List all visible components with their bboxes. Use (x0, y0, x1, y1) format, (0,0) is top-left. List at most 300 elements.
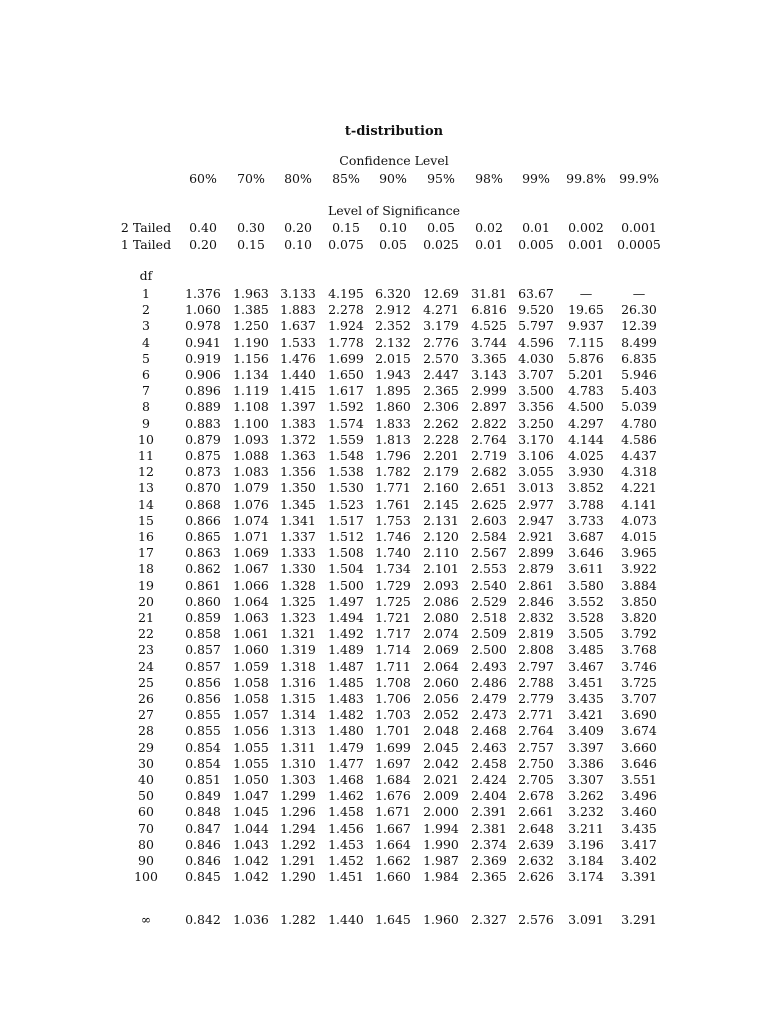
df-value: 40 (138, 772, 154, 787)
critical-value: — (632, 286, 646, 301)
critical-value: 1.057 (233, 707, 269, 723)
two-tailed-alpha: 0.15 (332, 220, 360, 235)
critical-value: 3.965 (621, 545, 657, 561)
critical-value: 1.697 (375, 755, 411, 771)
critical-value: 2.509 (471, 626, 507, 642)
critical-value: 0.848 (185, 804, 221, 820)
critical-value: 3.884 (621, 577, 657, 593)
critical-value: 0.851 (185, 772, 221, 787)
critical-value: 2.120 (423, 529, 459, 544)
df-value: 13 (138, 480, 154, 496)
critical-value: 2.493 (471, 658, 507, 674)
critical-value: 2.632 (518, 853, 554, 868)
critical-value: 3.356 (518, 399, 554, 415)
critical-value: 0.868 (185, 496, 221, 512)
critical-value: 2.771 (518, 707, 554, 723)
critical-value: 2.518 (471, 610, 507, 625)
critical-value: 63.67 (518, 286, 554, 301)
critical-value: 3.746 (621, 658, 657, 674)
critical-value: 1.717 (375, 626, 411, 642)
critical-value: 0.854 (185, 755, 221, 771)
critical-value: 0.855 (185, 723, 221, 739)
critical-value: 3.211 (568, 820, 604, 836)
critical-value: 3.170 (518, 431, 554, 447)
df-value: 6 (142, 367, 150, 382)
critical-value: 1.699 (375, 739, 411, 755)
critical-value: 1.060 (233, 642, 269, 658)
df-value: 25 (138, 674, 154, 690)
critical-value: 3.250 (518, 415, 554, 431)
confidence-level-header: 98% (475, 171, 503, 186)
critical-value: 5.946 (621, 367, 657, 382)
critical-value: 3.307 (568, 772, 604, 787)
critical-value: 3.552 (568, 593, 604, 609)
critical-value: 3.485 (568, 642, 604, 658)
critical-value: 2.779 (518, 691, 554, 706)
critical-value: 6.320 (375, 286, 411, 301)
critical-value: 2.797 (518, 658, 554, 674)
critical-value: 4.221 (621, 480, 657, 496)
critical-value: 3.707 (621, 691, 657, 706)
critical-value: 1.376 (185, 286, 221, 301)
critical-value: 1.833 (375, 415, 411, 431)
critical-value: 3.409 (568, 723, 604, 739)
df-value: 8 (142, 399, 150, 415)
critical-value: 2.365 (423, 383, 459, 399)
critical-value-infinity: 3.091 (568, 912, 604, 927)
critical-value: 1.290 (280, 869, 316, 885)
df-value: 21 (138, 610, 154, 625)
df-value: 26 (138, 691, 154, 706)
critical-value: 1.296 (280, 804, 316, 820)
critical-value: 1.592 (328, 399, 364, 415)
critical-value: 2.719 (471, 448, 507, 463)
confidence-level-header: 60% (189, 171, 217, 186)
critical-value: 1.943 (375, 367, 411, 382)
df-value: 29 (138, 739, 154, 755)
critical-value: 3.922 (621, 561, 657, 577)
critical-value: 3.435 (621, 820, 657, 836)
critical-value: 1.796 (375, 448, 411, 463)
critical-value: 1.895 (375, 383, 411, 399)
critical-value: 1.664 (375, 836, 411, 852)
critical-value: 2.603 (471, 512, 507, 528)
critical-value: 1.383 (280, 415, 316, 431)
critical-value: 1.489 (328, 642, 364, 658)
critical-value: 5.876 (568, 350, 604, 366)
critical-value: 1.323 (280, 610, 316, 625)
critical-value: 4.030 (518, 350, 554, 366)
critical-value: 1.328 (280, 577, 316, 593)
critical-value: 3.262 (568, 788, 604, 804)
critical-value: 2.404 (471, 788, 507, 804)
critical-value: 2.764 (518, 723, 554, 739)
two-tailed-alpha: 0.20 (284, 220, 312, 235)
confidence-level-header: 95% (427, 171, 455, 186)
critical-value: 3.528 (568, 610, 604, 625)
critical-value: 2.468 (471, 723, 507, 739)
one-tailed-alpha: 0.0005 (617, 237, 661, 252)
df-value: 16 (138, 529, 154, 544)
critical-value: 3.106 (518, 448, 554, 463)
critical-value: 2.042 (423, 755, 459, 771)
critical-value: 2.553 (471, 561, 507, 577)
critical-value: 1.617 (328, 383, 364, 399)
df-value: 30 (138, 755, 154, 771)
two-tailed-alpha: 0.02 (475, 220, 503, 235)
critical-value: 1.074 (233, 512, 269, 528)
critical-value: 1.156 (233, 350, 269, 366)
critical-value: 3.417 (621, 836, 657, 852)
critical-value: 2.458 (471, 755, 507, 771)
critical-value: 1.924 (328, 318, 364, 334)
critical-value: 0.857 (185, 658, 221, 674)
critical-value: 2.052 (423, 707, 459, 723)
critical-value: 2.822 (471, 415, 507, 431)
critical-value: 1.462 (328, 788, 364, 804)
critical-value: 1.063 (233, 610, 269, 625)
critical-value: 1.458 (328, 804, 364, 820)
critical-value: 1.341 (280, 512, 316, 528)
critical-value: 1.485 (328, 674, 364, 690)
confidence-level-header: 80% (284, 171, 312, 186)
critical-value: 1.069 (233, 545, 269, 561)
critical-value: 3.580 (568, 577, 604, 593)
critical-value: 1.066 (233, 577, 269, 593)
critical-value: 3.460 (621, 804, 657, 820)
critical-value: 4.586 (621, 431, 657, 447)
critical-value: 0.859 (185, 610, 221, 625)
critical-value: 2.365 (471, 869, 507, 885)
one-tailed-alpha: 0.15 (237, 237, 265, 252)
critical-value: 1.734 (375, 561, 411, 577)
critical-value: 1.729 (375, 577, 411, 593)
critical-value: 3.386 (568, 755, 604, 771)
critical-value: 2.093 (423, 577, 459, 593)
critical-value: 2.682 (471, 464, 507, 480)
critical-value: 2.808 (518, 642, 554, 658)
critical-value: 3.820 (621, 610, 657, 625)
critical-value: 2.463 (471, 739, 507, 755)
critical-value: 2.015 (375, 350, 411, 366)
critical-value: 1.043 (233, 836, 269, 852)
critical-value: 0.865 (185, 529, 221, 544)
critical-value: 3.646 (621, 755, 657, 771)
critical-value: 2.110 (423, 545, 459, 561)
critical-value: 1.778 (328, 334, 364, 350)
critical-value: 3.707 (518, 367, 554, 382)
critical-value: 1.397 (280, 399, 316, 415)
critical-value: 1.318 (280, 658, 316, 674)
critical-value: 1.667 (375, 820, 411, 836)
critical-value: 1.314 (280, 707, 316, 723)
critical-value: 0.866 (185, 512, 221, 528)
page-title: t-distribution (344, 124, 444, 139)
critical-value: 3.744 (471, 334, 507, 350)
critical-value: 4.144 (568, 431, 604, 447)
critical-value-infinity: 0.842 (185, 912, 221, 927)
critical-value: 2.381 (471, 820, 507, 836)
critical-value: 0.856 (185, 691, 221, 706)
critical-value: 3.174 (568, 869, 604, 885)
critical-value: 0.863 (185, 545, 221, 561)
critical-value: 0.847 (185, 820, 221, 836)
critical-value: 1.315 (280, 691, 316, 706)
critical-value: 0.896 (185, 383, 221, 399)
critical-value: 4.141 (621, 496, 657, 512)
critical-value: 1.321 (280, 626, 316, 642)
critical-value: 2.626 (518, 869, 554, 885)
critical-value: 2.661 (518, 804, 554, 820)
critical-value: 3.055 (518, 464, 554, 480)
critical-value: 1.083 (233, 464, 269, 480)
critical-value: 1.456 (328, 820, 364, 836)
df-value: 12 (138, 464, 154, 480)
one-tailed-alpha: 0.001 (568, 237, 604, 252)
critical-value: 0.873 (185, 464, 221, 480)
critical-value: 1.452 (328, 853, 364, 868)
critical-value: 2.009 (423, 788, 459, 804)
df-value: 11 (138, 448, 154, 463)
critical-value: 1.963 (233, 286, 269, 301)
critical-value: 0.849 (185, 788, 221, 804)
critical-value: 1.337 (280, 529, 316, 544)
critical-value: 0.883 (185, 415, 221, 431)
critical-value: 1.482 (328, 707, 364, 723)
critical-value: 5.039 (621, 399, 657, 415)
critical-value: 4.271 (423, 302, 459, 318)
critical-value: 1.045 (233, 804, 269, 820)
critical-value: 4.525 (471, 318, 507, 334)
critical-value: 3.391 (621, 869, 657, 885)
critical-value: 2.479 (471, 691, 507, 706)
one-tailed-alpha: 0.025 (423, 237, 459, 252)
critical-value: 1.303 (280, 772, 316, 787)
df-value: 7 (142, 383, 150, 399)
critical-value: 3.196 (568, 836, 604, 852)
critical-value: 1.684 (375, 772, 411, 787)
critical-value: 0.855 (185, 707, 221, 723)
critical-value: 2.500 (471, 642, 507, 658)
critical-value: 3.733 (568, 512, 604, 528)
critical-value: 1.574 (328, 415, 364, 431)
critical-value: 5.403 (621, 383, 657, 399)
critical-value: 3.143 (471, 367, 507, 382)
critical-value: 2.570 (423, 350, 459, 366)
critical-value: — (579, 286, 593, 301)
critical-value: 1.987 (423, 853, 459, 868)
critical-value: 3.505 (568, 626, 604, 642)
one-tailed-alpha: 0.01 (475, 237, 503, 252)
critical-value: 0.854 (185, 739, 221, 755)
critical-value: 0.862 (185, 561, 221, 577)
one-tailed-alpha: 0.20 (189, 237, 217, 252)
critical-value: 0.845 (185, 869, 221, 885)
critical-value: 3.184 (568, 853, 604, 868)
confidence-level-header: 70% (237, 171, 265, 186)
critical-value: 2.424 (471, 772, 507, 787)
critical-value: 9.520 (518, 302, 554, 318)
critical-value: 2.048 (423, 723, 459, 739)
critical-value: 2.584 (471, 529, 507, 544)
critical-value: 1.385 (233, 302, 269, 318)
critical-value: 2.947 (518, 512, 554, 528)
critical-value: 3.133 (280, 286, 316, 301)
critical-value: 2.832 (518, 610, 554, 625)
critical-value: 7.115 (568, 334, 604, 350)
critical-value: 4.437 (621, 448, 657, 463)
critical-value: 1.860 (375, 399, 411, 415)
critical-value: 2.861 (518, 577, 554, 593)
critical-value: 9.937 (568, 318, 604, 334)
critical-value: 1.325 (280, 593, 316, 609)
critical-value: 2.846 (518, 593, 554, 609)
critical-value: 2.625 (471, 496, 507, 512)
critical-value: 1.523 (328, 496, 364, 512)
critical-value: 2.179 (423, 464, 459, 480)
critical-value: 1.711 (375, 658, 411, 674)
critical-value: 1.372 (280, 431, 316, 447)
critical-value: 1.494 (328, 610, 364, 625)
critical-value: 1.479 (328, 739, 364, 755)
df-value: 18 (138, 561, 154, 577)
critical-value: 1.671 (375, 804, 411, 820)
critical-value: 1.883 (280, 302, 316, 318)
critical-value: 4.318 (621, 464, 657, 480)
critical-value: 1.480 (328, 723, 364, 739)
critical-value: 4.025 (568, 448, 604, 463)
critical-value: 1.708 (375, 674, 411, 690)
critical-value: 3.232 (568, 804, 604, 820)
critical-value: 2.540 (471, 577, 507, 593)
critical-value: 1.319 (280, 642, 316, 658)
df-value: 3 (142, 318, 150, 334)
critical-value: 3.725 (621, 674, 657, 690)
one-tailed-alpha: 0.005 (518, 237, 554, 252)
critical-value: 1.055 (233, 755, 269, 771)
df-value: 100 (134, 869, 158, 885)
critical-value: 1.650 (328, 367, 364, 382)
df-value: 1 (142, 286, 150, 301)
df-value: 90 (138, 853, 154, 868)
critical-value: 1.771 (375, 480, 411, 496)
critical-value: 1.725 (375, 593, 411, 609)
significance-level-caption: Level of Significance (327, 203, 461, 218)
critical-value: 1.044 (233, 820, 269, 836)
critical-value: 2.132 (375, 334, 411, 350)
critical-value: 1.530 (328, 480, 364, 496)
critical-value: 5.797 (518, 318, 554, 334)
critical-value: 0.846 (185, 853, 221, 868)
critical-value: 3.850 (621, 593, 657, 609)
critical-value: 1.350 (280, 480, 316, 496)
critical-value: 1.477 (328, 755, 364, 771)
df-value: 28 (138, 723, 154, 739)
critical-value: 1.415 (280, 383, 316, 399)
critical-value: 3.930 (568, 464, 604, 480)
confidence-level-header: 99% (522, 171, 550, 186)
critical-value: 1.984 (423, 869, 459, 885)
critical-value: 2.369 (471, 853, 507, 868)
critical-value: 2.080 (423, 610, 459, 625)
critical-value: 2.391 (471, 804, 507, 820)
critical-value: 1.637 (280, 318, 316, 334)
critical-value: 1.076 (233, 496, 269, 512)
critical-value: 3.852 (568, 480, 604, 496)
critical-value: 2.352 (375, 318, 411, 334)
critical-value: 1.483 (328, 691, 364, 706)
two-tailed-alpha: 0.002 (568, 220, 604, 235)
two-tailed-label: 2 Tailed (120, 220, 172, 235)
critical-value-infinity: 1.282 (280, 912, 316, 927)
critical-value: 0.875 (185, 448, 221, 463)
critical-value: 2.648 (518, 820, 554, 836)
critical-value: 2.021 (423, 772, 459, 787)
critical-value: 3.674 (621, 723, 657, 739)
two-tailed-alpha: 0.10 (379, 220, 407, 235)
critical-value: 2.788 (518, 674, 554, 690)
critical-value: 3.660 (621, 739, 657, 755)
critical-value: 1.660 (375, 869, 411, 885)
critical-value: 1.548 (328, 448, 364, 463)
critical-value: 3.551 (621, 772, 657, 787)
critical-value: 1.740 (375, 545, 411, 561)
critical-value: 2.651 (471, 480, 507, 496)
critical-value: 2.819 (518, 626, 554, 642)
critical-value: 1.067 (233, 561, 269, 577)
critical-value: 2.912 (375, 302, 411, 318)
critical-value: 2.228 (423, 431, 459, 447)
critical-value: 1.050 (233, 772, 269, 787)
critical-value: 1.994 (423, 820, 459, 836)
critical-value: 2.764 (471, 431, 507, 447)
critical-value: 3.611 (568, 561, 604, 577)
critical-value: 4.596 (518, 334, 554, 350)
two-tailed-alpha: 0.01 (522, 220, 550, 235)
critical-value: 1.311 (280, 739, 316, 755)
df-value: 19 (138, 577, 154, 593)
critical-value: 1.706 (375, 691, 411, 706)
df-value: 17 (138, 545, 154, 561)
critical-value: 2.045 (423, 739, 459, 755)
two-tailed-alpha: 0.30 (237, 220, 265, 235)
critical-value: 2.899 (518, 545, 554, 561)
critical-value: 1.058 (233, 691, 269, 706)
critical-value: 1.119 (233, 383, 269, 399)
critical-value: 1.316 (280, 674, 316, 690)
critical-value: 26.30 (621, 302, 657, 318)
critical-value: 1.055 (233, 739, 269, 755)
critical-value: 2.000 (423, 804, 459, 820)
critical-value: 12.69 (423, 286, 459, 301)
critical-value: 1.753 (375, 512, 411, 528)
critical-value: 1.088 (233, 448, 269, 463)
critical-value: 1.056 (233, 723, 269, 739)
critical-value: 6.835 (621, 350, 657, 366)
one-tailed-alpha: 0.05 (379, 237, 407, 252)
critical-value: 2.678 (518, 788, 554, 804)
critical-value: 0.856 (185, 674, 221, 690)
critical-value: 1.333 (280, 545, 316, 561)
critical-value: 2.757 (518, 739, 554, 755)
critical-value-infinity: 1.440 (328, 912, 364, 927)
critical-value: 1.345 (280, 496, 316, 512)
one-tailed-alpha: 0.10 (284, 237, 312, 252)
critical-value: 0.879 (185, 431, 221, 447)
critical-value: 2.921 (518, 529, 554, 544)
critical-value: 1.100 (233, 415, 269, 431)
critical-value: 3.788 (568, 496, 604, 512)
